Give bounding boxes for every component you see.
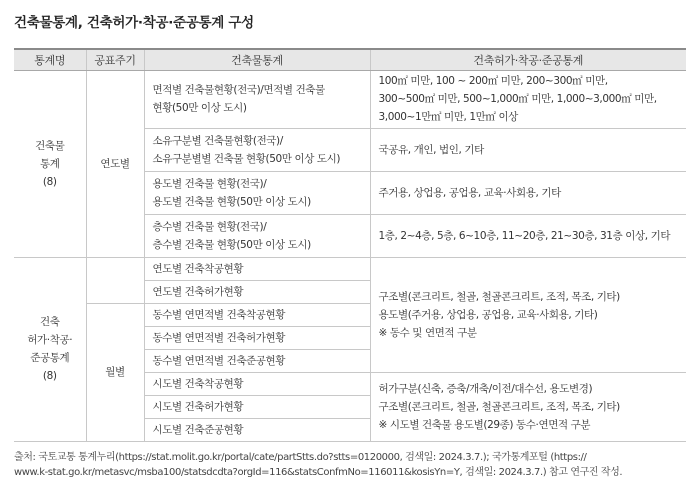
header-permit-stats: 건축허가·착공·준공통계 xyxy=(370,49,686,70)
permit-stat-item: 연도별 건축착공현황 xyxy=(144,257,370,280)
source-note: 출처: 국토교통 통계누리(https://stat.molit.go.kr/portal/cate/partStts.do?stts=0120000, 검색일: 2024.3.7.); 국가통계포털 (https:// www.k-stat.go.kr/metasvc/msba100/statsdcdta?orgId=116&statsConfmNo=116011&kosisYn=Y, 검색일: 2024.3.7.) 참고 연구진 작성. xyxy=(14,451,623,478)
building-stat-detail: 주거용, 상업용, 공업용, 교육·사회용, 기타 xyxy=(370,171,686,214)
header-stat-name: 통계명 xyxy=(14,49,86,70)
permit-stat-item: 동수별 연면적별 건축허가현황 xyxy=(144,326,370,349)
permit-detail-structure: 구조별(콘크리트, 철골, 철골콘크리트, 조적, 목조, 기타) 용도별(주거용, 상업용, 공업용, 교육·사회용, 기타) ※ 동수 및 연면적 구분 xyxy=(370,257,686,372)
building-stat-detail: 국공유, 개인, 법인, 기타 xyxy=(370,128,686,171)
cycle-monthly: 월별 xyxy=(86,303,144,441)
building-stat-item: 층수별 건축물 현황(전국)/ 층수별 건축물 현황(50만 이상 도시) xyxy=(144,214,370,257)
permit-stat-item: 동수별 연면적별 건축착공현황 xyxy=(144,303,370,326)
permit-stat-item: 시도별 건축준공현황 xyxy=(144,418,370,441)
page-title: 건축물통계, 건축허가·착공·준공통계 구성 xyxy=(14,15,254,31)
cycle-annual-continued xyxy=(86,257,144,303)
group-building-stats: 건축물 통계 (8) xyxy=(14,70,86,257)
permit-stat-item: 동수별 연면적별 건축준공현황 xyxy=(144,349,370,372)
group-permit-stats: 건축 허가·착공· 준공통계 (8) xyxy=(14,257,86,441)
building-stat-item: 소유구분별 건축물현황(전국)/ 소유구분별별 건축물 현황(50만 이상 도시) xyxy=(144,128,370,171)
permit-stat-item: 시도별 건축허가현황 xyxy=(144,395,370,418)
header-building-stats: 건축물통계 xyxy=(144,49,370,70)
permit-stat-item: 연도별 건축허가현황 xyxy=(144,280,370,303)
cycle-annual: 연도별 xyxy=(86,70,144,257)
statistics-table xyxy=(14,48,686,442)
building-stat-item: 면적별 건축물현황(전국)/면적별 건축물 현황(50만 이상 도시) xyxy=(144,70,370,128)
table-row xyxy=(14,257,686,280)
building-stat-detail: 100㎡ 미만, 100 ~ 200㎡ 미만, 200~300㎡ 미만, 300~500㎡ 미만, 500~1,000㎡ 미만, 1,000~3,000㎡ 미만, 3,000~1만㎡ 미만, 1만㎡ 이상 xyxy=(370,70,686,128)
building-stat-detail: 1층, 2~4층, 5층, 6~10층, 11~20층, 21~30층, 31층 이상, 기타 xyxy=(370,214,686,257)
table-header-row xyxy=(14,49,686,70)
header-cycle: 공표주기 xyxy=(86,49,144,70)
permit-detail-region: 허가구분(신축, 증축/개축/이전/대수선, 용도변경) 구조별(콘크리트, 철골, 철골콘크리트, 조적, 목조, 기타) ※ 시도별 건축물 용도별(29종) 동수·연면적 구분 xyxy=(370,372,686,441)
table-row xyxy=(14,70,686,128)
permit-stat-item: 시도별 건축착공현황 xyxy=(144,372,370,395)
building-stat-item: 용도별 건축물 현황(전국)/ 용도별 건축물 현황(50만 이상 도시) xyxy=(144,171,370,214)
